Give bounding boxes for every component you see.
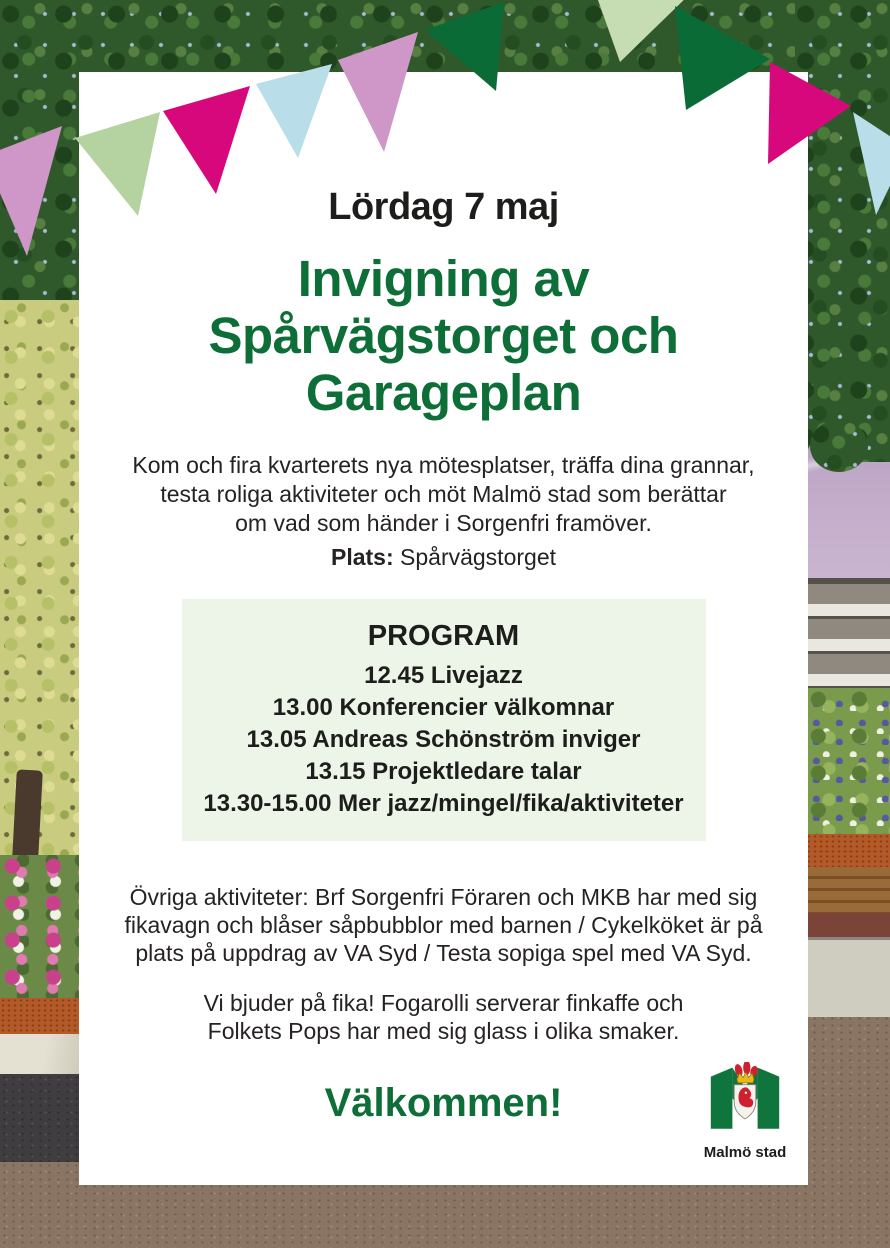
fika-line: Vi bjuder på fika! Fogarolli serverar finkaffe och <box>203 990 684 1016</box>
logo-caption: Malmö stad <box>703 1144 787 1161</box>
background-branch <box>810 420 868 472</box>
welcome-text: Välkommen! <box>324 1081 563 1125</box>
main-title-line: Garageplan <box>305 364 582 421</box>
background-gravel-strip-right <box>800 834 890 867</box>
background-flower-bed <box>0 855 80 1003</box>
program-list <box>182 660 706 820</box>
background-gravel-strip-left <box>0 998 80 1034</box>
program-item: 13.05 Andreas Schönström inviger <box>246 726 641 753</box>
main-title <box>79 250 808 421</box>
malmo-stad-logo <box>700 1062 790 1161</box>
main-title-line: Invigning av <box>297 250 590 307</box>
program-item: 13.15 Projektledare talar <box>305 758 582 785</box>
program-item: 13.30-15.00 Mer jazz/mingel/fika/aktiviteter <box>203 790 684 817</box>
program-item: 12.45 Livejazz <box>364 662 523 689</box>
intro-line: testa roliga aktiviteter och möt Malmö stad som berättar <box>160 481 727 507</box>
background-trees-right <box>795 0 890 462</box>
background-stone-edge <box>800 937 890 1017</box>
location-line <box>79 545 808 569</box>
intro-paragraph <box>79 451 808 538</box>
main-title-line: Spårvägstorget och <box>208 307 679 364</box>
activities-line: plats på uppdrag av VA Syd / Testa sopiga spel med VA Syd. <box>135 940 752 966</box>
fika-line: Folkets Pops har med sig glass i olika smaker. <box>207 1018 680 1044</box>
location-value: Spårvägstorget <box>393 544 556 570</box>
background-path <box>0 1034 80 1074</box>
activities-line: fikavagn och blåser såpbubblor med barnen / Cykelköket är på <box>124 912 763 938</box>
intro-line: Kom och fira kvarterets nya mötesplatser, träffa dina grannar, <box>132 452 755 478</box>
activities-line: Övriga aktiviteter: Brf Sorgenfri Föraren och MKB har med sig <box>129 884 758 910</box>
fika-paragraph <box>79 989 808 1045</box>
malmo-stad-crest-icon <box>709 1062 781 1138</box>
background-trees-left <box>0 0 80 335</box>
location-label: Plats: <box>330 544 394 570</box>
program-item: 13.00 Konferencier välkomnar <box>272 694 615 721</box>
background-bench-side <box>800 913 890 937</box>
intro-line: om vad som händer i Sorgenfri framöver. <box>235 510 652 536</box>
program-box <box>182 599 706 841</box>
poster-card <box>79 72 808 1185</box>
background-bench <box>800 867 890 913</box>
date-title: Lördag 7 maj <box>328 186 559 228</box>
program-heading: PROGRAM <box>367 620 520 652</box>
background-bushes <box>806 688 890 834</box>
background-building <box>800 578 890 696</box>
background-asphalt <box>0 1074 80 1162</box>
activities-paragraph <box>79 883 808 967</box>
